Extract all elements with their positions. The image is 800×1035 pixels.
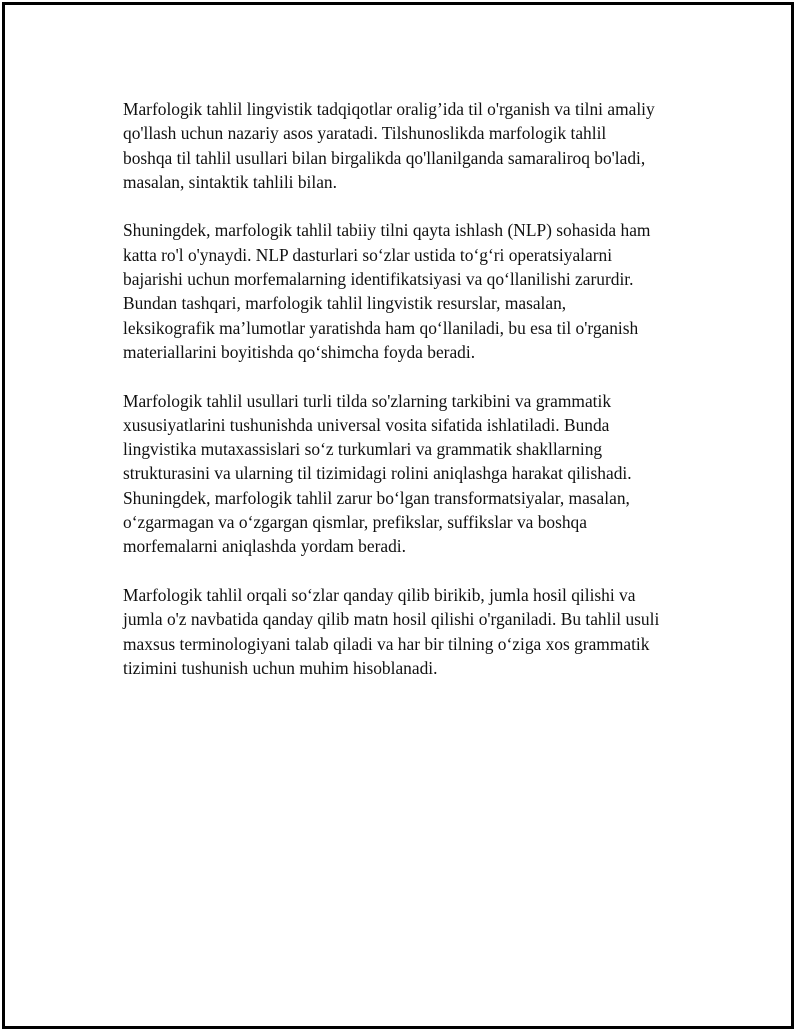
document-body xyxy=(123,97,703,704)
page-frame xyxy=(2,2,794,1029)
paragraph-4: Marfologik tahlil orqali so‘zlar qanday qilib birikib, jumla hosil qilishi va jumla o'z navbatida qanday qilib matn hosil qilishi o'rganiladi. Bu tahlil usuli maxsus terminologiyani talab qiladi va har bir tilning o‘ziga xos grammatik tizimini tushunish uchun muhim hisoblanadi. xyxy=(123,584,660,678)
paragraph-3: Marfologik tahlil usullari turli tilda so'zlarning tarkibini va grammatik xususiyatlarini tushunishda universal vosita sifatida ishlatiladi. Bunda lingvistika mutaxassislari so‘z turkumlari va grammatik shakllarning strukturasini va ularning til tizimidagi rolini aniqlashga harakat qilishadi. Shuningdek, marfologik tahlil zarur bo‘lgan transformatsiyalar, masalan, o‘zgarmagan va o‘zgargan qismlar, prefikslar, suffikslar va boshqa morfemalarni aniqlashda yordam beradi. xyxy=(123,390,632,557)
paragraph-2: Shuningdek, marfologik tahlil tabiiy tilni qayta ishlash (NLP) sohasida ham katta ro'l o'ynaydi. NLP dasturlari so‘zlar ustida to‘g‘ri operatsiyalarni bajarishi uchun morfemalarning identifikatsiyasi va qo‘llanilishi zarurdir. Bundan tashqari, marfologik tahlil lingvistik resurslar, masalan, leksikografik ma’lumotlar yaratishda ham qo‘llaniladi, bu esa til o'rganish materiallarini boyitishda qo‘shimcha foyda beradi. xyxy=(123,220,651,362)
paragraph-1: Marfologik tahlil lingvistik tadqiqotlar oralig’ida til o'rganish va tilni amaliy qo'llash uchun nazariy asos yaratadi. Tilshunoslikda marfologik tahlil boshqa til tahlil usullari bilan birgalikda qo'llanilganda samaraliroq bo'ladi, masalan, sintaktik tahlili bilan. xyxy=(123,99,655,192)
